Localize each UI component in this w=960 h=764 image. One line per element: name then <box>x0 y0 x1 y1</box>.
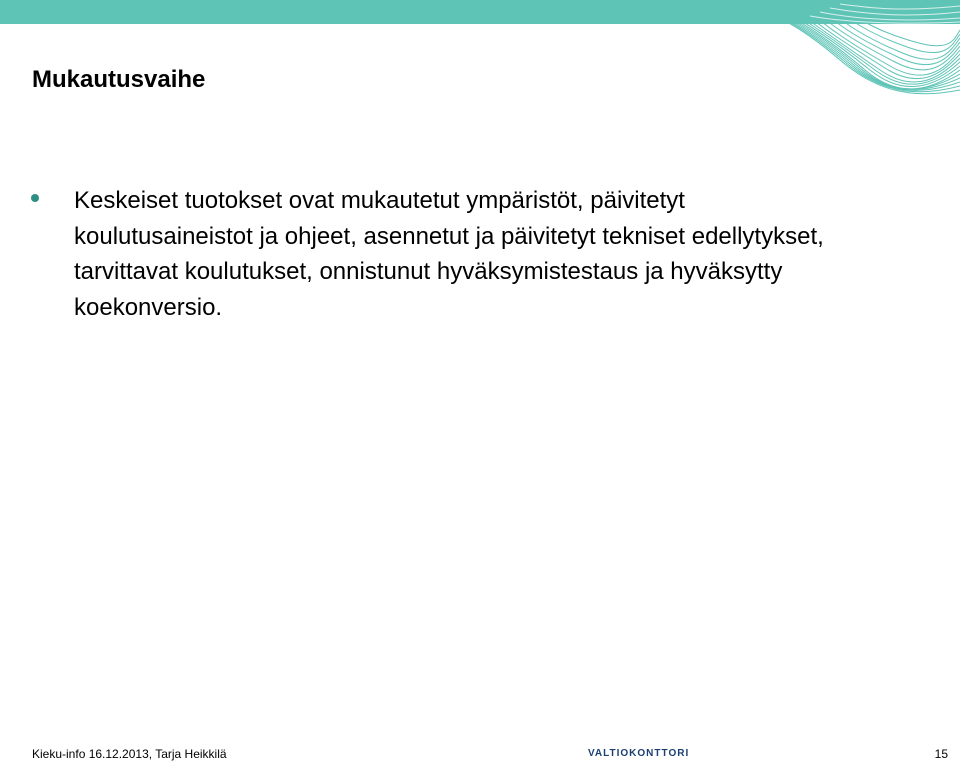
wave-decoration <box>720 0 960 110</box>
bullet-icon <box>31 194 39 202</box>
footer-info: Kieku-info 16.12.2013, Tarja Heikkilä <box>32 747 227 761</box>
valtiokonttori-logo: VALTIOKONTTORI <box>588 748 690 759</box>
bullet-item <box>28 183 848 325</box>
bullet-text: Keskeiset tuotokset ovat mukautetut ympäristöt, päivitetyt koulutusaineistot ja ohjeet, asennetut ja päivitetyt tekniset edellytykset, tarvittavat koulutukset, onnistunut hyväksymistestaus ja hyväksytty koekonversio. <box>74 187 824 321</box>
page-number: 15 <box>934 747 948 761</box>
slide-title: Mukautusvaihe <box>32 66 206 93</box>
